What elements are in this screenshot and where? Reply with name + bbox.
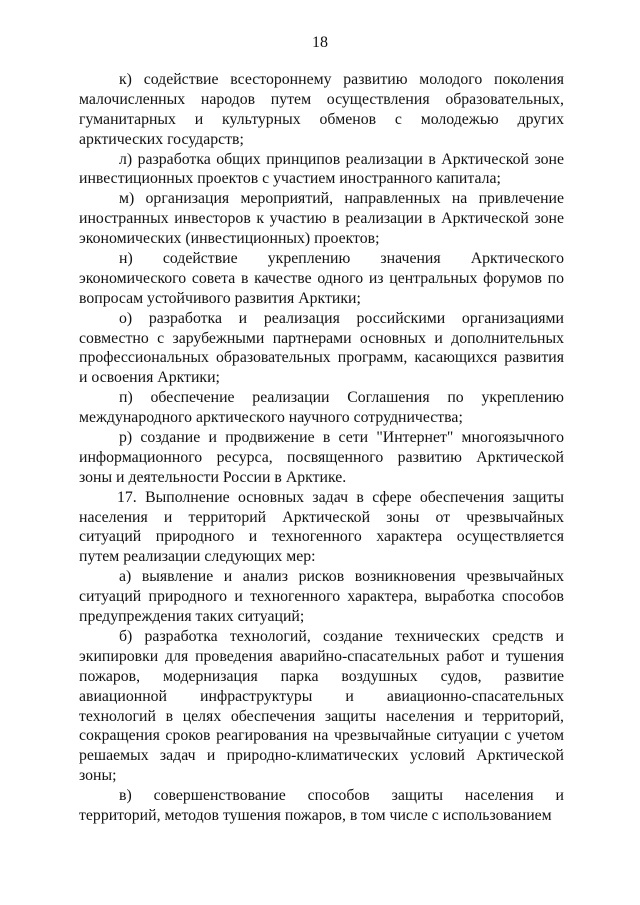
text-line: ситуаций природного и техногенного характера, выработка способов: [79, 588, 564, 606]
text-line: н) содействие укреплению значения Арктического: [119, 250, 564, 268]
text-line: а) выявление и анализ рисков возникновения чрезвычайных: [119, 568, 564, 586]
text-line: территорий, методов тушения пожаров, в том числе с использованием: [79, 806, 552, 824]
text-line: предупреждения таких ситуаций;: [79, 608, 305, 626]
text-line: б) разработка технологий, создание технических средств и: [119, 627, 564, 645]
paragraph-n: [79, 249, 564, 309]
text-line: зоны и деятельности России в Арктике.: [79, 468, 347, 486]
paragraph-17: [79, 488, 564, 568]
text-line: 17. Выполнение основных задач в сфере обеспечения защиты: [117, 488, 564, 506]
text-line: малочисленных народов путем осуществления образовательных,: [79, 90, 564, 108]
text-line: п) обеспечение реализации Соглашения по укреплению: [119, 389, 564, 407]
text-line: арктических государств;: [79, 130, 244, 148]
text-line: иностранных инвесторов к участию в реализации в Арктической зоне: [79, 210, 564, 228]
text-line: экономических (инвестиционных) проектов;: [79, 230, 380, 248]
text-line: о) разработка и реализация российскими организациями: [119, 309, 564, 327]
paragraph-r: [79, 428, 564, 488]
page-number: 18: [312, 34, 328, 51]
text-line: путем реализации следующих мер:: [79, 548, 316, 566]
text-line: гуманитарных и культурных обменов с молодежью других: [79, 110, 564, 128]
text-line: в) совершенствование способов защиты населения и: [119, 787, 564, 805]
text-line: населения и территорий Арктической зоны от чрезвычайных: [79, 508, 564, 526]
paragraph-b: [79, 627, 564, 786]
text-line: информационного ресурса, посвященного развитию Арктической: [79, 448, 564, 466]
paragraph-o: [79, 309, 564, 389]
text-line: м) организация мероприятий, направленных на привлечение: [119, 190, 564, 208]
text-line: сокращения сроков реагирования на чрезвычайные ситуации с учетом: [79, 727, 564, 745]
text-line: инвестиционных проектов с участием иностранного капитала;: [79, 170, 501, 188]
text-line: пожаров, модернизация парка воздушных судов, развитие: [79, 667, 564, 685]
paragraph-a: [79, 567, 564, 627]
text-line: технологий в целях обеспечения защиты населения и территорий,: [79, 707, 564, 725]
paragraph-k: [79, 70, 564, 150]
text-line: и освоения Арктики;: [79, 369, 220, 387]
paragraph-p: [79, 388, 564, 428]
text-line: решаемых задач и природно-климатических условий Арктической: [79, 747, 564, 765]
text-line: международного арктического научного сотрудничества;: [79, 409, 463, 427]
text-line: ситуаций природного и техногенного характера осуществляется: [79, 528, 564, 546]
text-line: вопросам устойчивого развития Арктики;: [79, 289, 361, 307]
text-line: зоны;: [79, 767, 117, 785]
text-line: совместно с зарубежными партнерами основных и дополнительных: [79, 329, 564, 347]
paragraph-m: [79, 189, 564, 249]
text-line: к) содействие всестороннему развитию молодого поколения: [119, 71, 564, 88]
text-line: профессиональных образовательных программ, касающихся развития: [79, 349, 564, 367]
paragraph-l: [79, 150, 564, 190]
text-line: экономического совета в качестве одного из центральных форумов по: [79, 269, 564, 287]
text-line: р) создание и продвижение в сети "Интернет" многоязычного: [119, 429, 564, 447]
text-line: авиационной инфраструктуры и авиационно-спасательных: [79, 687, 564, 705]
body-text: [79, 70, 564, 826]
paragraph-v: [79, 786, 564, 826]
text-line: экипировки для проведения аварийно-спасательных работ и тушения: [79, 647, 564, 665]
text-line: л) разработка общих принципов реализации в Арктической зоне: [119, 150, 564, 168]
